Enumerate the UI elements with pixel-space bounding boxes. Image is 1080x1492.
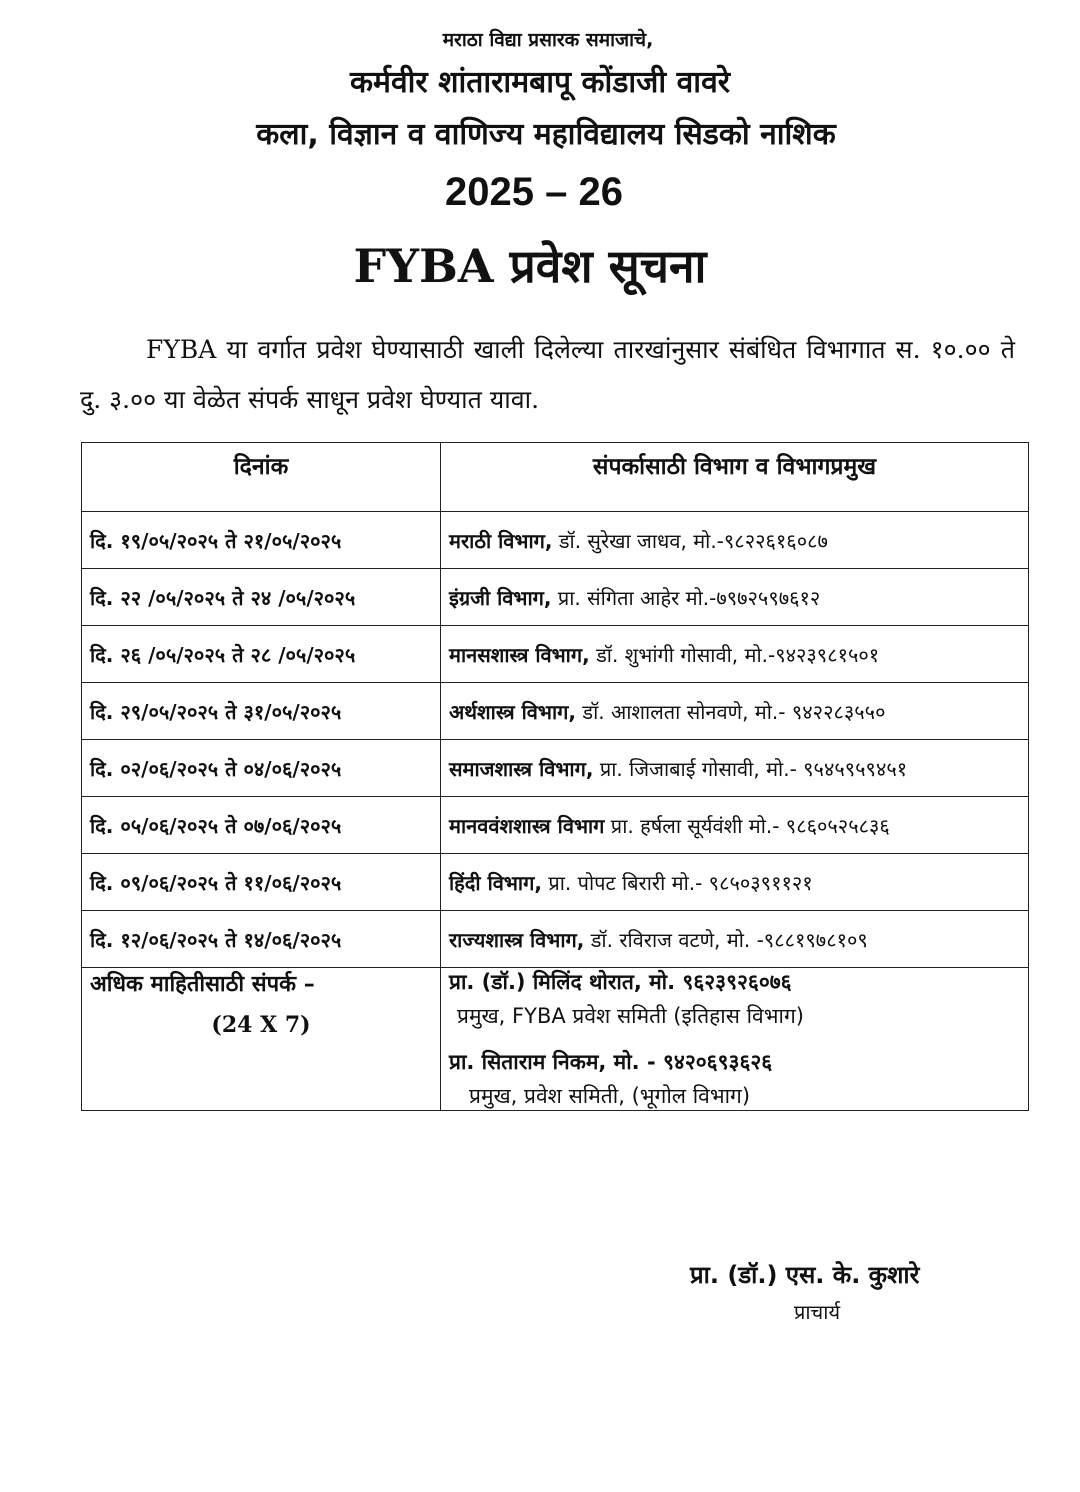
- principal-title: प्राचार्य: [794, 1300, 841, 1324]
- extra-label-cell: [82, 968, 441, 1111]
- extra-contact-row: [82, 968, 1029, 1111]
- row-contact: [441, 626, 1029, 683]
- dept-name: मराठी विभाग,: [449, 528, 553, 553]
- row-contact: [441, 569, 1029, 626]
- academic-year: 2025 – 26: [445, 170, 623, 214]
- dept-name: अर्थशास्त्र विभाग,: [449, 699, 577, 724]
- founder-name: कर्मवीर शांतारामबापू कोंडाजी वावरे: [349, 65, 731, 100]
- principal-name: प्रा. (डॉ.) एस. के. कुशारे: [690, 1261, 920, 1289]
- table-row: [82, 797, 1029, 854]
- notice-title: FYBA प्रवेश सूचना: [353, 239, 707, 293]
- intro-paragraph: FYBA या वर्गात प्रवेश घेण्यासाठी खाली दिलेल्या तारखांनुसार संबंधित विभागात स. १०.०० ते दु. ३.०० या वेळेत संपर्क साधून प्रवेश घेण्यात यावा.: [80, 335, 1015, 414]
- dept-name: हिंदी विभाग,: [449, 870, 542, 895]
- contact-block: [449, 1048, 1020, 1110]
- row-date: दि. ०९/०६/२०२५ ते ११/०६/२०२५: [82, 854, 441, 911]
- row-date: दि. २२ /०५/२०२५ ते २४ /०५/२०२५: [82, 569, 441, 626]
- row-date: दि. १२/०६/२०२५ ते १४/०६/२०२५: [82, 911, 441, 968]
- row-contact: [441, 797, 1029, 854]
- dept-contact: डॉ. रविराज वटणे, मो. -९८८१९७८१०९: [584, 927, 868, 952]
- row-contact: [441, 911, 1029, 968]
- row-date: दि. ०५/०६/२०२५ ते ०७/०६/२०२५: [82, 797, 441, 854]
- dept-contact: प्रा. हर्षला सूर्यवंशी मो.- ९८६०५२५८३६: [604, 813, 890, 838]
- extra-contacts-cell: [441, 968, 1029, 1111]
- row-date: दि. २९/०५/२०२५ ते ३१/०५/२०२५: [82, 683, 441, 740]
- dept-contact: डॉ. शुभांगी गोसावी, मो.-९४२३९८१५०१: [589, 642, 880, 667]
- table-row: [82, 740, 1029, 797]
- row-contact: [441, 854, 1029, 911]
- row-contact: [441, 683, 1029, 740]
- dept-contact: डॉ. आशालता सोनवणे, मो.- ९४२२८३५५०: [576, 699, 886, 724]
- dept-name: इंग्रजी विभाग,: [449, 585, 552, 610]
- contact-name: प्रा. (डॉ.) मिलिंद थोरात, मो. ९६२३९२६०७६: [449, 970, 792, 994]
- contact-role: प्रमुख, प्रवेश समिती, (भूगोल विभाग): [469, 1084, 751, 1108]
- table-header-row: [82, 443, 1029, 512]
- dept-contact: प्रा. संगिता आहेर मो.-७९७२५९७६१२: [551, 585, 821, 610]
- table-row: [82, 626, 1029, 683]
- table-row: [82, 683, 1029, 740]
- table-row: [82, 512, 1029, 569]
- row-date: दि. १९/०५/२०२५ ते २१/०५/२०२५: [82, 512, 441, 569]
- extra-hours: (24 X 7): [211, 1012, 311, 1038]
- contact-block: [449, 968, 1020, 1030]
- college-name: कला, विज्ञान व वाणिज्य महाविद्यालय सिडको नाशिक: [256, 117, 836, 152]
- row-contact: [441, 512, 1029, 569]
- dept-name: मानववंशशास्त्र विभाग: [449, 813, 605, 838]
- dept-contact: प्रा. जिजाबाई गोसावी, मो.- ९५४५९५९४५१: [593, 756, 908, 781]
- row-date: दि. ०२/०६/२०२५ ते ०४/०६/२०२५: [82, 740, 441, 797]
- table-row: [82, 911, 1029, 968]
- dept-name: मानसशास्त्र विभाग,: [449, 642, 590, 667]
- row-contact: [441, 740, 1029, 797]
- table-row: [82, 569, 1029, 626]
- schedule-table: [81, 442, 1029, 1111]
- dept-name: समाजशास्त्र विभाग,: [449, 756, 594, 781]
- row-date: दि. २६ /०५/२०२५ ते २८ /०५/२०२५: [82, 626, 441, 683]
- extra-label: अधिक माहितीसाठी संपर्क –: [90, 972, 315, 997]
- header-date: दिनांक: [82, 443, 441, 512]
- table-row: [82, 854, 1029, 911]
- contact-name: प्रा. सिताराम निकम, मो. - ९४२०६९३६२६: [449, 1050, 773, 1074]
- dept-contact: डॉ. सुरेखा जाधव, मो.-९८२२६१६०८७: [552, 528, 828, 553]
- header-department: संपर्कासाठी विभाग व विभागप्रमुख: [441, 443, 1029, 512]
- society-name: मराठा विद्या प्रसारक समाजाचे,: [442, 29, 654, 51]
- dept-contact: प्रा. पोपट बिरारी मो.- ९८५०३९११२१: [541, 870, 813, 895]
- dept-name: राज्यशास्त्र विभाग,: [449, 927, 585, 952]
- contact-role: प्रमुख, FYBA प्रवेश समिती (इतिहास विभाग): [457, 1004, 804, 1028]
